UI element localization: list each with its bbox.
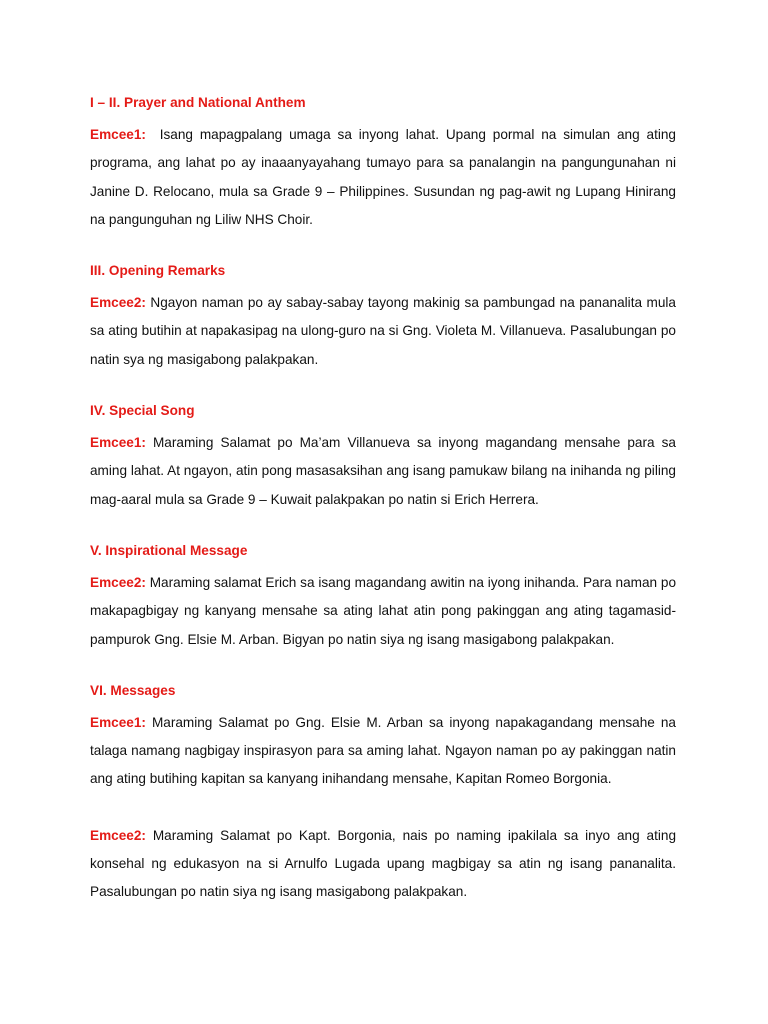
emcee-paragraph [90, 709, 676, 794]
emcee-paragraph [90, 289, 676, 374]
speaker-label: Emcee1: [90, 435, 146, 451]
section-heading: VI. Messages [90, 682, 176, 698]
speaker-label: Emcee2: [90, 827, 146, 843]
section-heading: I – II. Prayer and National Anthem [90, 95, 306, 110]
section-heading: V. Inspirational Message [90, 542, 248, 558]
speaker-label: Emcee2: [90, 295, 146, 311]
section-prayer-anthem [90, 93, 676, 234]
emcee-paragraph [90, 121, 676, 234]
section-heading: III. Opening Remarks [90, 263, 226, 279]
emcee-paragraph [90, 822, 676, 907]
section-inspirational-message [90, 541, 676, 654]
paragraph-text: Ngayon naman po ay sabay-sabay tayong makinig sa pambungad na pananalita mula sa ating butihin at napakasipag na ulong-guro na si Gng. Violeta M. Villanueva. Pasalubungan po natin sya ng masigabong palakpakan. [90, 295, 676, 367]
section-special-song [90, 401, 676, 514]
document-page [90, 93, 676, 934]
paragraph-text: Maraming salamat Erich sa isang magandang awitin na iyong inihanda. Para naman po makapagbigay ng kanyang mensahe sa ating lahat atin pong pakinggan ang ating tagamasid-pampurok Gng. Elsie M. Arban. Bigyan po natin siya ng isang masigabong palakpakan. [90, 574, 677, 647]
speaker-label: Emcee2: [90, 574, 146, 590]
speaker-label: Emcee1: [90, 714, 146, 730]
paragraph-text: Maraming Salamat po Gng. Elsie M. Arban sa inyong napakagandang mensahe na talaga namang nagbigay inspirasyon para sa aming lahat. Ngayon naman po ay pakinggan natin ang ating butihing kapitan sa kanyang inihandang mensahe, Kapitan Romeo Borgonia. [90, 714, 676, 787]
emcee-paragraph [90, 429, 676, 514]
paragraph-text: Maraming Salamat po Kapt. Borgonia, nais po naming ipakilala sa inyo ang ating konsehal ng edukasyon na si Arnulfo Lugada upang magbigay sa atin ng isang pananalita. Pasalubungan po natin siya ng isang masigabong palakpakan. [90, 827, 677, 900]
section-heading: IV. Special Song [90, 403, 195, 419]
paragraph-text: Isang mapagpalang umaga sa inyong lahat. Upang pormal na simulan ang ating programa, ang lahat po ay inaaanyayahang tumayo para sa panalangin na pangungunahan ni Janine D. Relocano, mula sa Grade 9 – Philippines. Susundan ng pag-awit ng Lupang Hinirang na pangunguhan ng Liliw NHS Choir. [90, 127, 676, 227]
emcee-paragraph [90, 569, 676, 654]
speaker-label: Emcee1: [90, 127, 146, 142]
paragraph-text: Maraming Salamat po Ma’am Villanueva sa inyong magandang mensahe para sa aming lahat. At ngayon, atin pong masasaksihan ang isang pamukaw bilang na inihanda ng piling mag-aaral mula sa Grade 9 – Kuwait palakpakan po natin si Erich Herrera. [90, 435, 676, 507]
section-messages [90, 681, 676, 907]
section-opening-remarks [90, 261, 676, 374]
